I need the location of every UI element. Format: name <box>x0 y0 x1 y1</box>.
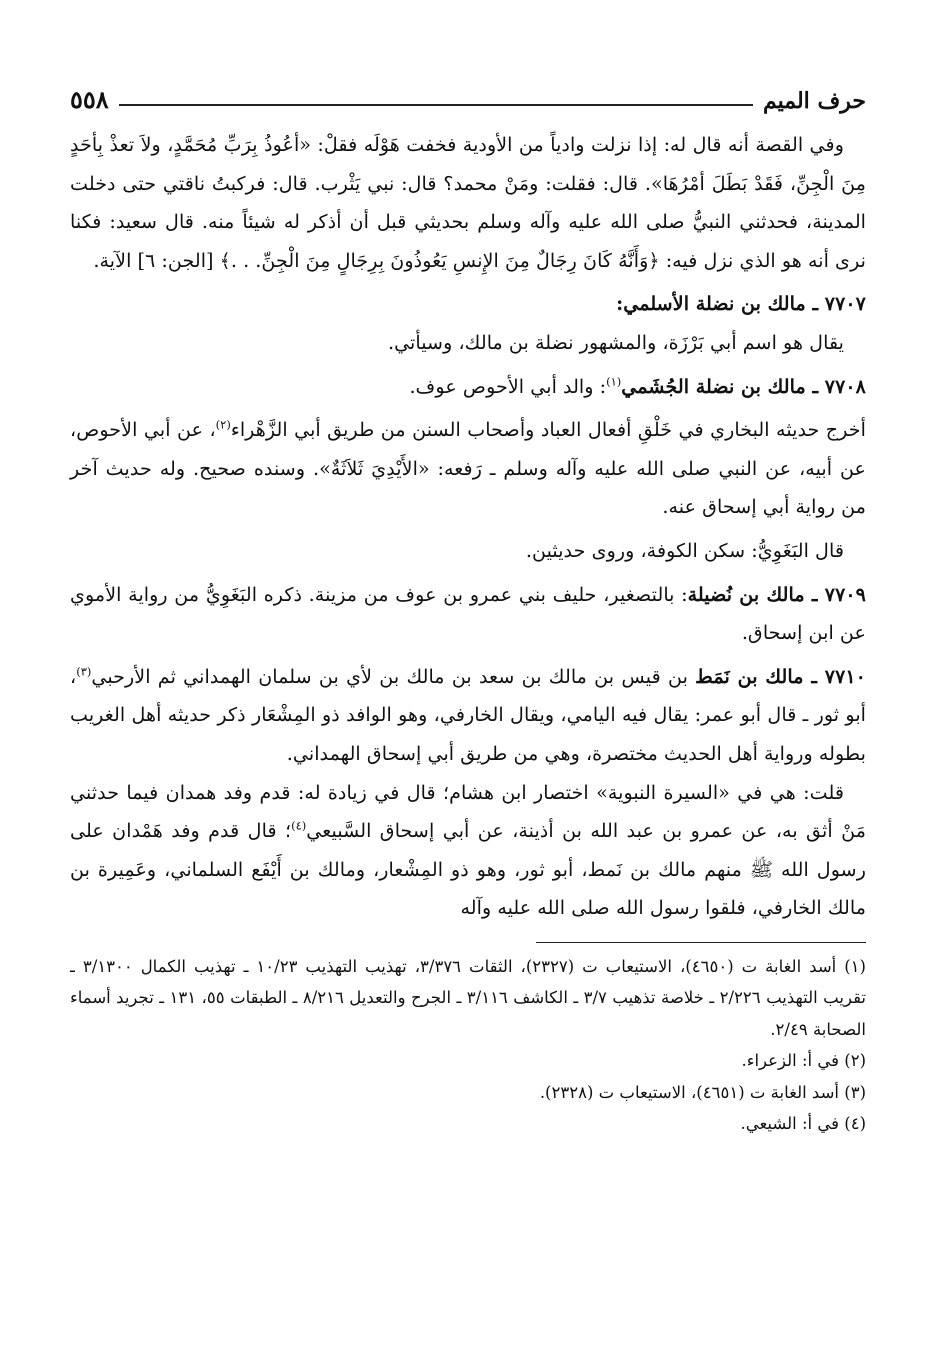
entry-text: : والد أبي الأحوص عوف. <box>409 374 607 398</box>
footnote-ref: (٢) <box>215 417 231 432</box>
footnote-ref: (١) <box>606 374 622 389</box>
footnote-1: (١) أسد الغابة ت (٤٦٥٠)، الاستيعاب ت (٢٣٢٧)، الثقات ٣/٣٧٦، تهذيب التهذيب ١٠/٢٣ ـ تهذيب الكمال ٣/١٣٠٠ ـ تقريب التهذيب ٢/٢٢٦ ـ خلاصة تذهيب ٣/٧ ـ الكاشف ٣/١١٦ ـ الجرح والتعديل ٨/٢١٦ ـ الطبقات ٥٥، ١٣١ ـ تجريد أسماء الصحابة ٢/٤٩. <box>70 956 867 1039</box>
page-number: ٥٥٨ <box>70 85 109 114</box>
entry-7709 <box>70 576 866 653</box>
header-rule <box>119 104 753 106</box>
paragraph-text: ، عن أبي الأحوص، عن أبيه، عن النبي صلى الله عليه وآله وسلم ـ رَفعه: «الأَيْدِيَ ثَلاَثَةٌ». وسنده صحيح. وله حديث آخر من رواية أبي إسحاق عنه. <box>70 418 866 519</box>
footnote-ref: (٣) <box>76 664 92 679</box>
entry-heading: ٧٧٠٨ ـ مالك بن نضلة الجُشَمي <box>621 374 866 398</box>
entry-7708-note: قال البَغَوِيُّ: سكن الكوفة، وروى حديثين. <box>525 538 844 562</box>
footnote-ref: (٤) <box>291 818 307 833</box>
entry-heading: ٧٧٠٩ ـ مالك بن نُضيلة <box>687 582 866 606</box>
paragraph-text: ؛ قال قدم وفد هَمْدان على رسول الله ﷺ منهم مالك بن نَمط، أبو ثور، وهو ذو المِشْعار، ومالك بن أَيْفَع السلماني، وعَمِيرة بن مالك الخارفي، فلقوا رسول الله صلى الله عليه وآله <box>70 819 866 920</box>
entry-7708 <box>70 368 866 407</box>
paragraph-text: أخرج حديثه البخاري في خَلْقِ أفعال العباد وأصحاب السنن من طريق أبي الزَّهْراء <box>230 418 866 442</box>
footnote-2: (٢) في أ: الزعراء. <box>741 1051 866 1071</box>
page-header <box>70 80 866 114</box>
footnote-4: (٤) في أ: الشيعي. <box>740 1114 866 1134</box>
entry-text: : بالتصغير، حليف بني عمرو بن عوف من مزينة. ذكره البَغَوِيُّ من رواية الأموي عن ابن إسحاق. <box>70 582 866 645</box>
main-text <box>70 126 866 928</box>
entry-7707-title <box>70 285 866 324</box>
book-page <box>70 80 866 1351</box>
footnotes <box>70 951 866 1140</box>
entry-text: بن قيس بن مالك بن سعد بن مالك بن لأي بن سلمان الهمداني ثم الأرحبي <box>91 664 696 688</box>
paragraph-text: قلت: هي في «السيرة النبوية» اختصار ابن هشام؛ قال في زيادة له: قدم وفد همدان فيما حدثني مَنْ أثق به، عن عمرو بن عبد الله بن أذينة، عن أبي إسحاق السَّبيعي <box>70 780 866 843</box>
section-title: حرف الميم <box>762 88 866 114</box>
paragraph-story: وفي القصة أنه قال له: إذا نزلت وادياً من الأودية فخفت هَوْلَه فقلْ: «أعُوذُ بِرَبِّ مُحَمَّدٍ، ولاَ تعذْ بِأحَدٍ مِنَ الْجِنِّ، فَقَدْ بَطَلَ أمْرُهَا». قال: فقلت: ومَنْ محمد؟ قال: نبي يَثْرب. قال: فركبتُ ناقتي حتى دخلت المدينة، فحدثني النبيُّ صلى الله عليه وآله وسلم بحديثي قبل أن أذكر له شيئاً منه. قال سعيد: فكنا نرى أنه هو الذي نزل فيه: ﴿وَأَنَّهُ كَانَ رِجَالٌ مِنَ الإِنسِ يَعُوذُونَ بِرِجَالٍ مِنَ الْجِنِّ. . .﴾ [الجن: ٦] الآية. <box>70 133 866 272</box>
footnote-separator <box>536 942 866 943</box>
entry-7708-paragraph <box>70 411 866 527</box>
entry-7707-text: يقال هو اسم أبي بَرْزَة، والمشهور نضلة بن مالك، وسيأتي. <box>387 330 844 354</box>
footnote-3: (٣) أسد الغابة ت (٤٦٥١)، الاستيعاب ت (٢٣٢٨). <box>539 1082 866 1102</box>
entry-heading: ٧٧١٠ ـ مالك بن نَمَط <box>695 664 866 688</box>
entry-7710 <box>70 658 866 774</box>
entry-heading: ٧٧٠٧ ـ مالك بن نضلة الأسلمي: <box>616 292 866 316</box>
entry-7710-paragraph <box>70 774 866 928</box>
entry-text: ، أبو ثور ـ قال أبو عمر: يقال فيه اليامي، ويقال الخارفي، وهو الوافد ذو المِشْعَار ذكر حديثه أهل الغريب بطوله ورواية أهل الحديث مختصرة، وهي من طريق أبي إسحاق الهمداني. <box>70 664 866 765</box>
